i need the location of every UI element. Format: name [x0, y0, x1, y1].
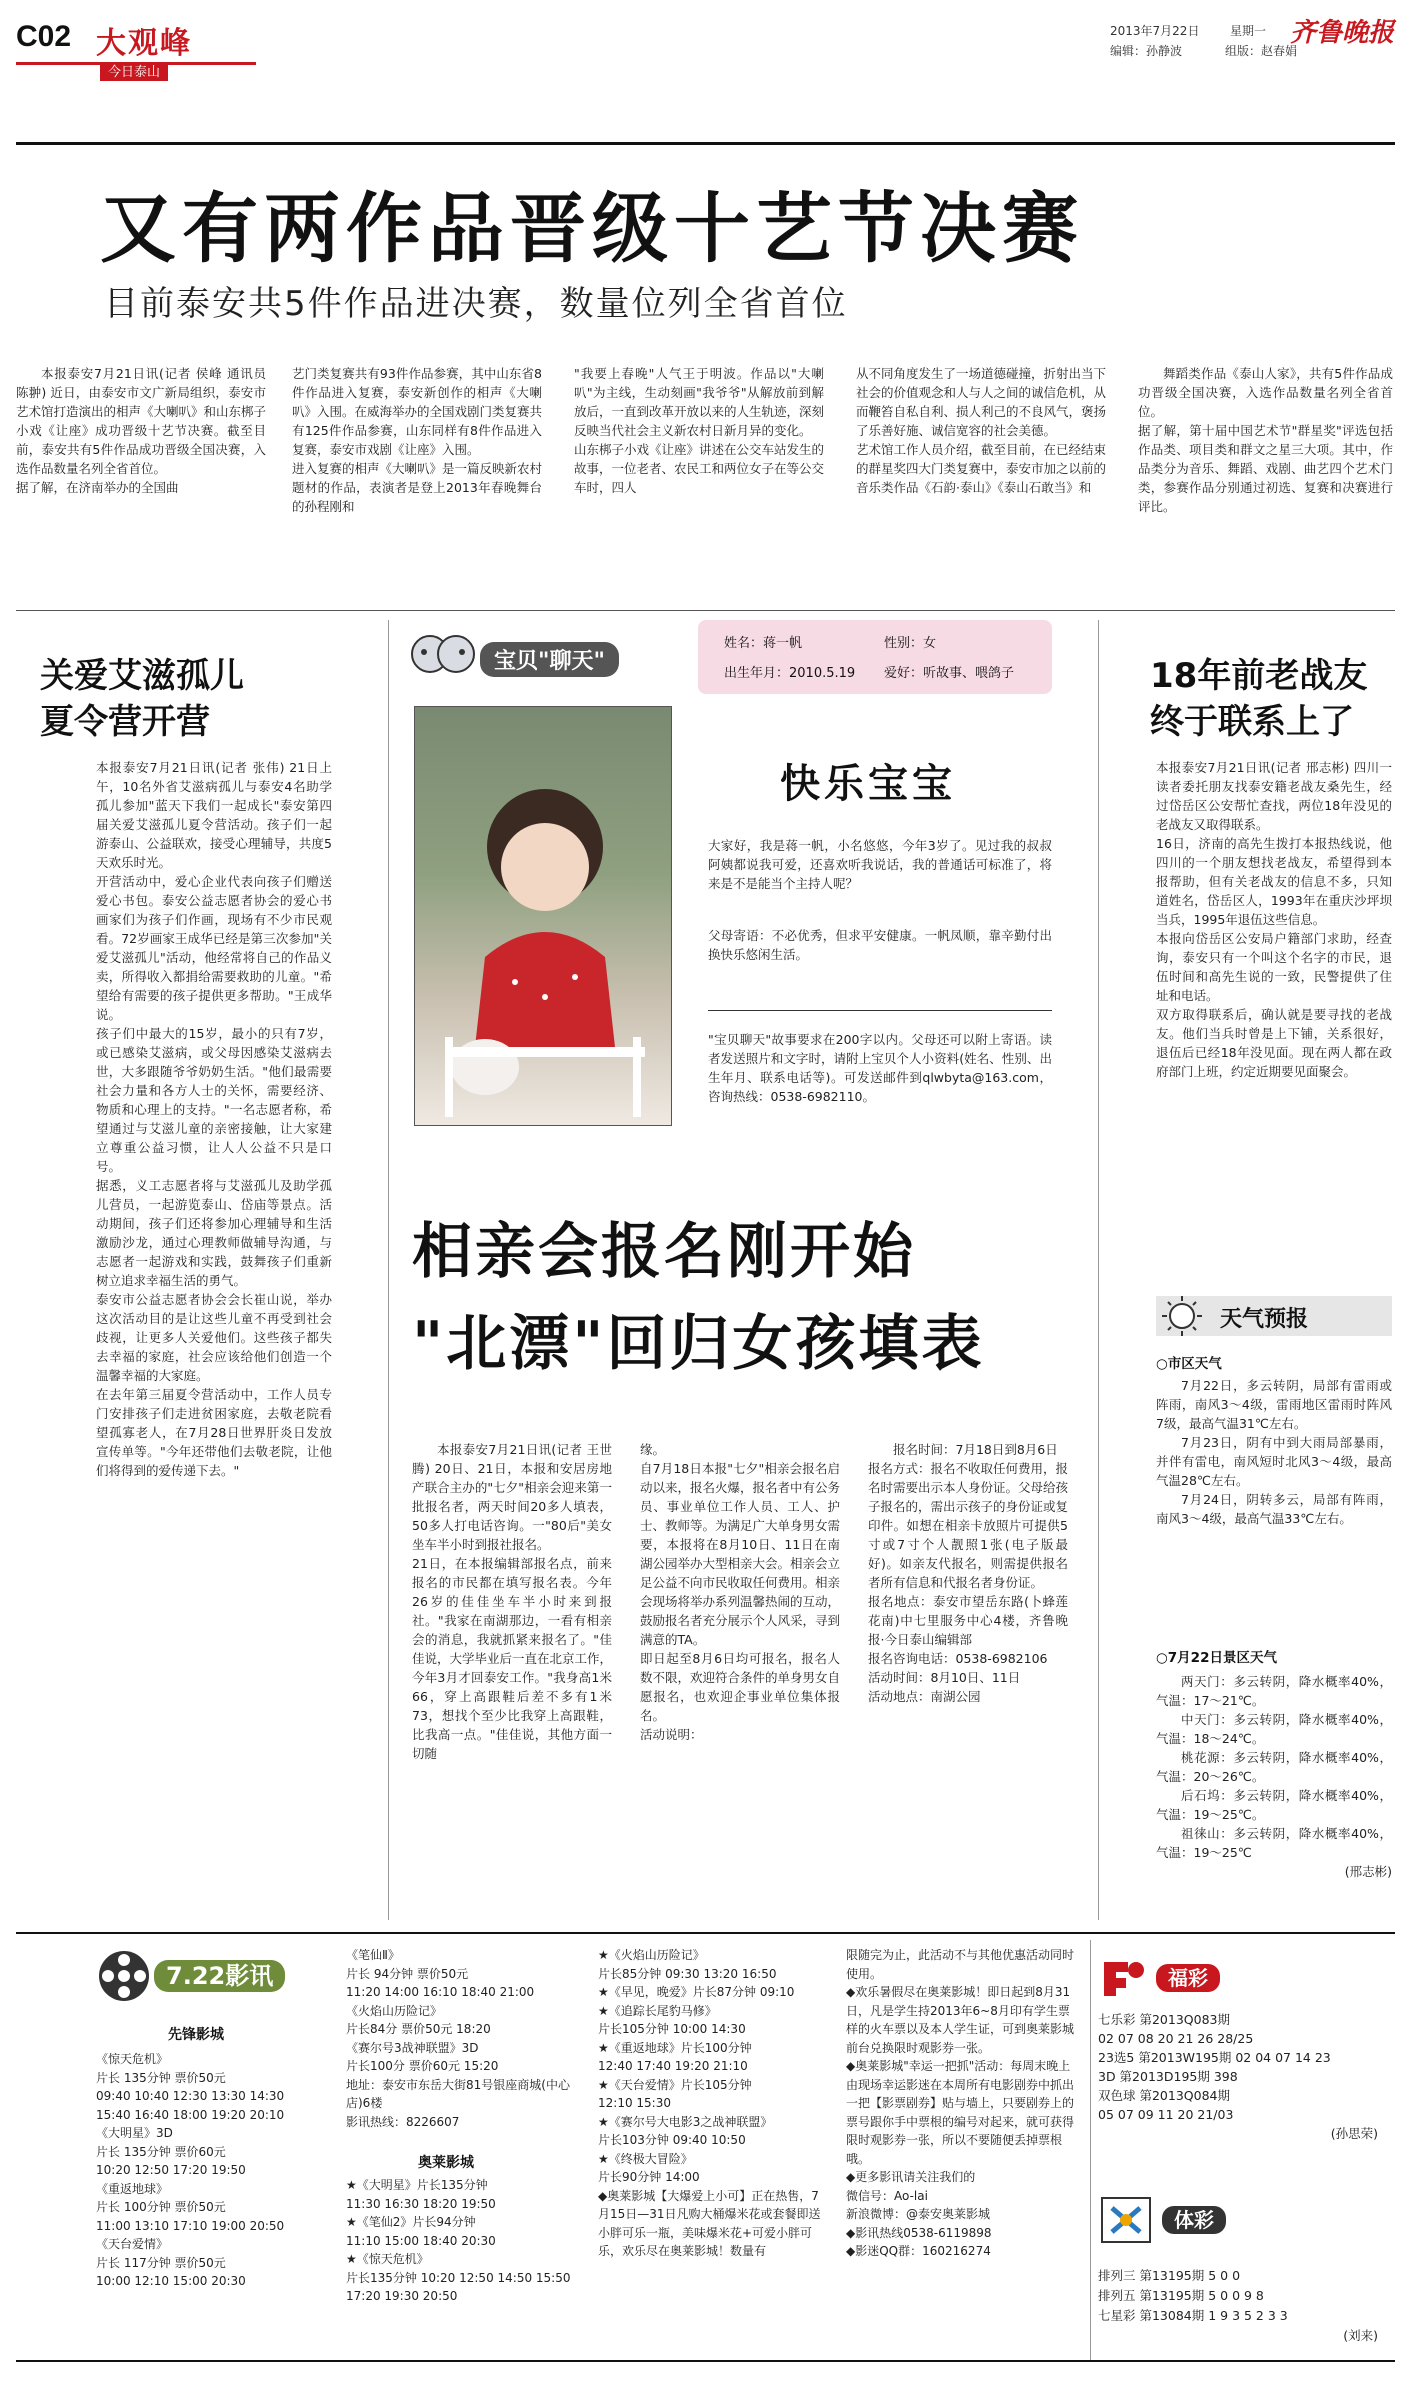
ticai-logo-icon — [1098, 2194, 1154, 2246]
page-bottom-rule — [16, 2360, 1395, 2362]
scenic-item: 中天门：多云转阴，降水概率40%，气温：18～24℃。 — [1156, 1712, 1392, 1746]
lottery-col-rule — [1090, 1940, 1091, 2360]
weather-city-header: ○市区天气 — [1156, 1356, 1222, 1372]
movie-col2b: ★《大明星》片长135分钟 11:30 16:30 18:20 19:50 ★《笔仙2》片长94分钟 11:10 15:00 18:40 20:30 ★《惊天危机》 片长135分钟 10:20 12:50 14:50 15:50 17:20 19:30 20:50 — [346, 2178, 571, 2303]
scenic-item: 桃花源：多云转阴，降水概率40%，气温：20～26℃。 — [1156, 1750, 1392, 1784]
lead-headline: 又有两作品晋级十艺节决赛 — [100, 184, 1084, 273]
ticai-line: 排列五 第13195期 5 0 0 9 8 — [1098, 2288, 1264, 2303]
weather-city-day-1: 7月22日，多云转阴，局部有雷雨或阵雨，南风3～4级，雷雨地区雷雨时阵风7级，最高气温31℃左右。 — [1156, 1378, 1392, 1431]
ticai-line: 排列三 第13195期 5 0 0 — [1098, 2268, 1241, 2283]
masthead-rule — [16, 142, 1395, 145]
dating-col-2: 缘。 自7月18日本报"七夕"相亲会报名启动以来，报名火爆，报名者中有公务员、事业单位工作人员、工人、护士、教师等。为满足广大单身男女需要，本报将在8月10日、11日在南湖公园举办大型相亲大会。相亲会立足公益不向市民收取任何费用。相亲会现场将举办系列温馨热闹的互动，鼓励报名者充分展示个人风采，寻到满意的TA。 即日起至8月6日均可报名，报名人数不限，欢迎符合条件的单身男女自愿报名，也欢迎企事业单位集体报名。 活动说明： — [640, 1442, 840, 1742]
ticai-line: 七星彩 第13084期 1 9 3 5 2 3 3 — [1098, 2308, 1288, 2323]
paper-name: 齐鲁晚报 — [1290, 18, 1395, 48]
baby-notice: "宝贝聊天"故事要求在200字以内。父母还可以附上寄语。读者发送照片和文字时，请附上宝贝个人小资料(姓名、性别、出生年月、联系电话等)。可发送邮件到qlwbyta@163.com，咨询热线：0538-6982110。 — [708, 1032, 1052, 1104]
weather-city-list — [1156, 1376, 1392, 1528]
baby-info-hobby: 爱好：听故事、喂鸽子 — [884, 666, 1015, 681]
dating-col-3: 报名时间：7月18日到8月6日 报名方式：报名不收取任何费用，报名时需要出示本人身份证。父母给孩子报名的，需出示孩子的身份证或复印件。如想在相亲卡放照片可提供5寸或7寸个人靓照1张(电子版最好)。如亲友代报名，则需提供报名者所有信息和代报名者身份证。 报名地点：泰安市望岳东路(卜蜂莲花南)中七里服务中心4楼，齐鲁晚报·今日泰山编辑部 报名咨询电话：0538-6982106 活动时间：8月10日、11日 活动地点：南湖公园 — [868, 1442, 1068, 1704]
baby-info-birth: 出生年月：2010.5.19 — [724, 666, 856, 681]
weather-scenic-header: ○7月22日景区天气 — [1156, 1650, 1277, 1666]
ticai-results — [1098, 2266, 1398, 2346]
movie-col2: 《笔仙Ⅱ》 片长 94分钟 票价50元 11:20 14:00 16:10 18:40 21:00 《火焰山历险记》 片长84分 票价50元 18:20 《赛尔号3战神联盟》3D 片长100分 票价60元 15:20 地址：泰安市东岳大街81号银座商城(中心店)6楼 影讯热线：8226607 — [346, 1948, 570, 2129]
baby-photo — [414, 706, 672, 1126]
weather-title: 天气预报 — [1220, 1307, 1309, 1332]
fucai-byline: (孙思荣) — [1330, 2126, 1378, 2141]
lead-col-1: 本报泰安7月21日讯(记者 侯峰 通讯员 陈翀) 近日，由泰安市文广新局组织，泰安市艺术馆打造演出的相声《大喇叭》和山东梆子小戏《让座》成功晋级十艺节决赛。截至目前，泰安共有5件作品成功晋级全国决赛，入选作品数量名列全省首位。 据了解，在济南举办的全国曲 — [16, 366, 267, 495]
bottom-section-rule — [16, 1932, 1395, 1934]
right-story-headline-2: 终于联系上了 — [1150, 702, 1354, 742]
fucai-line: 七乐彩 第2013Q083期 — [1098, 2012, 1230, 2027]
scenic-item: 祖徕山：多云转阴，降水概率40%，气温：19～25℃ — [1156, 1826, 1392, 1860]
left-story-headline-2: 夏令营开营 — [40, 702, 210, 742]
sun-icon — [1160, 1294, 1204, 1338]
fucai-line: 双色球 第2013Q084期 — [1098, 2088, 1230, 2103]
ticai-title: 体彩 — [1162, 2206, 1226, 2234]
ticai-banner — [1098, 2194, 1298, 2246]
baby-column-title: 宝贝"聊天" — [480, 642, 619, 677]
weather-city-day-3: 7月24日，阴转多云，局部有阵雨，南风3～4级，最高气温33℃左右。 — [1156, 1492, 1392, 1526]
page-code: C02 — [16, 20, 72, 53]
dating-headline-2: "北漂"回归女孩填表 — [412, 1309, 985, 1379]
fucai-line: 02 07 08 20 21 26 28/25 — [1098, 2031, 1254, 2046]
baby-divider — [708, 1010, 1052, 1011]
movie-col4: 限随完为止，此活动不与其他优惠活动同时使用。 ◆欢乐暑假尽在奥莱影城！即日起到8月31日，凡是学生持2013年6~8月印有学生票样的火车票以及本人学生证，可到奥莱影城前台兑换限时观影券一张。 ◆奥莱影城"幸运一把抓"活动：每周末晚上由现场幸运影迷在本周所有电影剧券中抓出一把【影票剧券】贴与墙上，只要剧券上的票号跟你手中票根的编号对起来，就可获得限时观影券一张，所以不要随便丢掉票根哦。 ◆更多影讯请关注我们的 微信号：Ao-lai 新浪微博：@泰安奥莱影城 ◆影讯热线0538-6119898 ◆影迷QQ群：160216274 — [846, 1948, 1075, 2258]
baby-info-box — [698, 620, 1052, 694]
baby-photo-illustration — [415, 707, 671, 1125]
lead-col-3: "我要上春晚"人气王于明波。作品以"大喇叭"为主线，生动刻画"我爷爷"从解放前到解放后，一直到改革开放以来的人生轨迹，深刻反映当代社会主义新农村日新月异的变化。 山东梆子小戏《让座》讲述在公交车站发生的故事，一位老者、农民工和两位女子在等公交车时，四人 — [574, 366, 825, 495]
dating-headline-1: 相亲会报名刚开始 — [412, 1217, 916, 1287]
fucai-line: 05 07 09 11 20 21/03 — [1098, 2107, 1234, 2122]
right-story-headline-1: 18年前老战友 — [1150, 656, 1368, 696]
baby-doll-icon — [408, 632, 478, 682]
baby-column-logo — [408, 632, 668, 684]
scenic-item: 两天门：多云转阴，降水概率40%，气温：17～21℃。 — [1156, 1674, 1392, 1708]
lead-col-4: 从不同角度发生了一场道德碰撞，折射出当下社会的价值观念和人与人之间的诚信危机，从而鞭笞自私自利、损人利己的不良风气，褒扬了乐善好施、诚信宽容的社会美德。 艺术馆工作人员介绍，截至目前，在已经结束的群星奖四大门类复赛中，泰安市加之以前的音乐类作品《石韵·泰山》《泰山石敢当》和 — [856, 366, 1107, 495]
baby-info-name: 姓名：蒋一帆 — [724, 636, 803, 651]
movie-col1-header: 先锋影城 — [168, 2027, 224, 2043]
fucai-title: 福彩 — [1156, 1964, 1220, 1992]
weather-byline: (邢志彬) — [1344, 1864, 1392, 1879]
movie-banner — [96, 1948, 296, 2004]
section-name: 大观峰 — [96, 26, 192, 61]
scenic-item: 后石坞：多云转阴，降水概率40%，气温：19～25℃。 — [1156, 1788, 1392, 1822]
circle-bullet-icon: ○ — [1156, 1650, 1168, 1666]
ticai-byline: (刘来) — [1343, 2328, 1378, 2343]
lead-col-5: 舞蹈类作品《泰山人家》，共有5件作品成功晋级全国决赛，入选作品数量名列全省首位。 据了解，第十届中国艺术节"群星奖"评选包括作品类、项目类和群文之星三大项。其中，作品类分为音乐、舞蹈、戏剧、曲艺四个艺术门类，参赛作品分别通过初选、复赛和决赛进行评比。 — [1138, 366, 1393, 514]
lead-col-2: 艺门类复赛共有93件作品参赛，其中山东省8件作品进入复赛，泰安新创作的相声《大喇叭》入围。在威海举办的全国戏剧门类复赛共有125件作品参赛，山东同样有8件作品进入复赛，泰安市戏剧《让座》入围。 进入复赛的相声《大喇叭》是一篇反映新农村题材的作品，表演者是登上2013年春晚舞台的孙程刚和 — [292, 366, 543, 514]
movie-col3: ★《火焰山历险记》 片长85分钟 09:30 13:20 16:50 ★《早见，晚爱》片长87分钟 09:10 ★《追踪长尾豹马修》 片长105分钟 10:00 14:30 ★《重返地球》片长100分钟 12:40 17:40 19:20 21:10 ★《天台爱情》片长105分钟 12:10 15:30 ★《赛尔号大电影3之战神联盟》 片长103分钟 09:40 10:50 ★《终极大冒险》 片长90分钟 14:00 ◆奥莱影城【大爆爱上小可】正在热售，7月15日—31日凡购大桶爆米花或套餐即送小胖可乐一瓶，美味爆米花+可爱小胖可乐，欢乐尽在奥莱影城！数量有 — [598, 1948, 821, 2258]
lead-bottom-rule — [16, 610, 1395, 611]
right-story-body: 本报泰安7月21日讯(记者 邢志彬) 四川一读者委托朋友找泰安籍老战友桑先生，经过岱岳区公安帮忙查找，两位18年没见的老战友又取得联系。 16日，济南的高先生拨打本报热线说，他四川的一个朋友想找老战友，希望得到本报帮助，但有关老战友的信息不多，只知道姓名，岱岳区人，1993年在重庆沙坪坝当兵，1995年退伍这些信息。 本报向岱岳区公安局户籍部门求助，经查询，泰安只有一个叫这个名字的市民，退伍时间和高先生说的一致，民警提供了住址和电话。 双方取得联系后，确认就是要寻找的老战友。他们当兵时曾是上下铺，关系很好，退伍后已经18年没见面。现在两人都在政府部门上班，约定近期要见面聚会。 — [1156, 760, 1392, 1079]
masthead-date: 2013年7月22日 — [1110, 24, 1200, 38]
left-story-body: 本报泰安7月21日讯(记者 张伟) 21日上午，10名外省艾滋病孤儿与泰安4名助学孤儿参加"蓝天下我们一起成长"泰安第四届关爱艾滋孤儿夏令营活动。孩子们一起游泰山、公益联欢，接受心理辅导，共度5天欢乐时光。 开营活动中，爱心企业代表向孩子们赠送爱心书包。泰安公益志愿者协会的爱心书画家们为孩子们作画，现场有不少市民观看。72岁画家王成华已经是第三次参加"关爱艾滋孤儿"活动，他经常将自己的作品义卖，所得收入都捐给需要救助的儿童。"希望给有需要的孩子提供更多帮助。"王成华说。 孩子们中最大的15岁，最小的只有7岁，或已感染艾滋病，或父母因感染艾滋病去世，大多跟随爷爷奶奶生活。"他们最需要社会力量和各方人士的关怀，需要经济、物质和心理上的支持。"一名志愿者称，希望通过与艾滋儿童的亲密接触，让大家建立尊重公益习惯，让人人公益不只是口号。 据悉，义工志愿者将与艾滋孤儿及助学孤儿营员，一起游览泰山、岱庙等景点。活动期间，孩子们还将参加心理辅导和生活激励沙龙，通过心理教师做辅导沟通，与志愿者一起游戏和实践，鼓舞孩子们重新树立追求幸福生活的勇气。 泰安市公益志愿者协会会长崔山说，举办这次活动目的是让这些儿童不再受到社会歧视，让更多人关爱他们。这些孩子都失去幸福的家庭，社会应该给他们创造一个温馨幸福的大家庭。 在去年第三届夏令营活动中，工作人员专门安排孩子们走进贫困家庭，去敬老院看望孤寡老人，在7月28日世界肝炎日发放宣传单等。"今年还带他们去敬老院，让他们将得到的爱传递下去。" — [96, 760, 332, 1478]
weather-banner — [1156, 1296, 1392, 1336]
baby-para-2: 父母寄语：不必优秀，但求平安健康。一帆凤顺，靠辛勤付出换快乐悠闲生活。 — [708, 928, 1052, 962]
circle-bullet-icon: ○ — [1156, 1356, 1168, 1372]
masthead-editor: 编辑：孙静波 — [1110, 44, 1183, 58]
weather-city-day-2: 7月23日，阴有中到大雨局部暴雨，并伴有雷电，南风短时北风3～4级，最高气温28℃左右。 — [1156, 1435, 1392, 1488]
right-col-rule — [1098, 620, 1099, 1920]
lead-subhead: 目前泰安共5件作品进决赛，数量位列全省首位 — [104, 284, 848, 324]
masthead — [0, 0, 1409, 80]
subsection-label: 今日泰山 — [100, 64, 168, 81]
left-story-headline-1: 关爱艾滋孤儿 — [40, 656, 244, 696]
fucai-banner — [1098, 1956, 1298, 2000]
baby-para-1: 大家好，我是蒋一帆，小名悠悠，今年3岁了。见过我的叔叔阿姨都说我可爱，还喜欢听我说话，我的普通话可标准了，将来是不是能当个主持人呢？ — [708, 838, 1052, 891]
masthead-weekday: 星期一 — [1230, 24, 1267, 38]
movie-col1: 《惊天危机》 片长 135分钟 票价50元 09:40 10:40 12:30 13:30 14:30 15:40 16:40 18:00 19:20 20:10 《大明星》3D 片长 135分钟 票价60元 10:20 12:50 17:20 19:50 《重返地球》 片长 100分钟 票价50元 11:00 13:10 17:10 19:00 20:50 《天台爱情》 片长 117分钟 票价50元 10:00 12:10 15:00 20:30 — [96, 2052, 285, 2288]
fucai-results — [1098, 2010, 1398, 2143]
fucai-line: 3D 第2013D195期 398 — [1098, 2069, 1238, 2084]
film-reel-icon — [96, 1948, 152, 2004]
dating-col-1: 本报泰安7月21日讯(记者 王世腾) 20日、21日，本报和安居房地产联合主办的"七夕"相亲会迎来第一批报名者，两天时间20多人填表，50多人打电话咨询。一"80后"美女坐车半小时到报社报名。 21日，在本报编辑部报名点，前来报名的市民都在填写报名表。今年26岁的佳佳坐车半小时来到报社。"我家在南湖那边，一看有相亲会的消息，我就抓紧来报名了。"佳佳说，大学毕业后一直在北京工作，今年3月才回泰安工作。"我身高1米66，穿上高跟鞋后差不多有1米73，想找个至少比我穿上高跟鞋，比我高一点。"佳佳说，其他方面一切随 — [412, 1442, 612, 1761]
baby-title: 快乐宝宝 — [780, 761, 956, 807]
masthead-layout: 组版：赵春娟 — [1225, 44, 1298, 58]
movie-col2-header: 奥莱影城 — [418, 2155, 474, 2171]
baby-info-gender: 性别：女 — [884, 636, 937, 651]
fucai-line: 23选5 第2013W195期 02 04 07 14 23 — [1098, 2050, 1331, 2065]
fucai-logo-icon — [1098, 1956, 1146, 2000]
movie-banner-title: 7.22影讯 — [154, 1960, 285, 1992]
weather-scenic-list — [1156, 1672, 1392, 1881]
left-col-rule — [388, 620, 389, 1920]
